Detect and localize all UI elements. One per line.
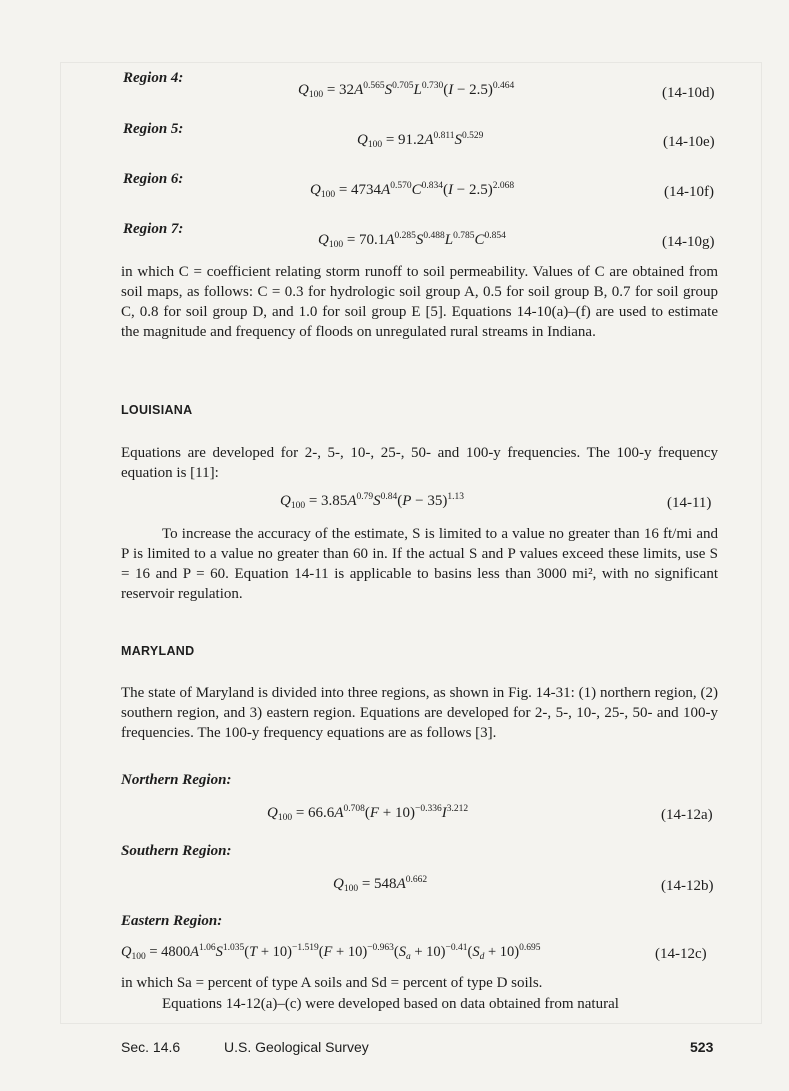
equation-14-10e: $Q_{100} = 91.2A^{0.811}S^{0.529}$: [357, 131, 484, 150]
indiana-paragraph: in which C = coefficient relating storm runoff to soil permeability. Values of C are obtained from soil maps, as follows: C = 0.3 for hydrologic soil group A, 0.5 for soil group B, 0.7 for soil group C, 0.8 for soil group D, and 1.0 for soil group E [5]. Equations 14-10(a)–(f) are used to estimate the magnitude and frequency of floods on unregulated rural streams in Indiana.: [121, 264, 718, 340]
eq-number-14-10g: (14-10g): [662, 234, 715, 250]
soil-definition-line: in which Sa = percent of type A soils and Sd = percent of type D soils.: [121, 975, 543, 991]
equation-14-10g: $Q_{100} = 70.1A^{0.285}S^{0.488}L^{0.785}C^{0.854}$: [318, 231, 506, 250]
maryland-intro: The state of Maryland is divided into three regions, as shown in Fig. 14-31: (1) northern region, (2) southern region, and 3) eastern region. Equations are developed for 2-, 5-, 10-, 25-, 50- and 100-y frequencies. The 100-y frequency equations are as follows [3].: [121, 685, 718, 741]
eq-number-14-12c: (14-12c): [655, 946, 707, 962]
equation-14-10f: $Q_{100} = 4734A^{0.570}C^{0.834}(I - 2.5)^{2.068}$: [310, 181, 515, 200]
region-7-label: Region 7:: [123, 221, 184, 237]
eastern-region-label: Eastern Region:: [121, 913, 223, 929]
louisiana-heading: LOUISIANA: [121, 403, 193, 417]
equation-14-12b: $Q_{100} = 548A^{0.662}$: [333, 875, 428, 894]
eq-number-14-11: (14-11): [667, 495, 712, 511]
maryland-heading: MARYLAND: [121, 644, 195, 658]
southern-region-label: Southern Region:: [121, 843, 232, 859]
region-4-label: Region 4:: [123, 70, 184, 86]
eq-number-14-12b: (14-12b): [661, 878, 714, 894]
eq-number-14-10f: (14-10f): [664, 184, 714, 200]
last-line: Equations 14-12(a)–(c) were developed based on data obtained from natural: [162, 996, 619, 1012]
region-5-label: Region 5:: [123, 121, 184, 137]
equation-14-12c: $Q_{100} = 4800A^{1.06}S^{1.035}(T + 10)^{-1.519}(F + 10)^{-0.963}(S_a + 10)^{-0.41}(S_d + 10)^{0.695}$: [121, 943, 541, 962]
eq-number-14-10e: (14-10e): [663, 134, 715, 150]
region-6-label: Region 6:: [123, 171, 184, 187]
louisiana-intro: Equations are developed for 2-, 5-, 10-, 25-, 50- and 100-y frequencies. The 100-y frequency equation is [11]:: [121, 445, 718, 481]
equation-14-11: $Q_{100} = 3.85A^{0.79}S^{0.84}(P - 35)^{1.13}$: [280, 492, 464, 511]
eq-number-14-10d: (14-10d): [662, 85, 715, 101]
page-number: 523: [690, 1039, 714, 1055]
northern-region-label: Northern Region:: [121, 772, 232, 788]
equation-14-12a: $Q_{100} = 66.6A^{0.708}(F + 10)^{-0.336}I^{3.212}$: [267, 804, 469, 823]
footer-section: Sec. 14.6: [121, 1039, 181, 1055]
footer-title: U.S. Geological Survey: [224, 1039, 369, 1055]
equation-14-10d: $Q_{100} = 32A^{0.565}S^{0.705}L^{0.730}(I - 2.5)^{0.464}$: [298, 81, 515, 100]
louisiana-paragraph: To increase the accuracy of the estimate, S is limited to a value no greater than 16 ft/mi and P is limited to a value no greater than 60 in. If the actual S and P values exceed these limits, use S = 16 and P = 60. Equation 14-11 is applicable to basins less than 3000 mi², with no significant reservoir regulation.: [121, 526, 718, 602]
eq-number-14-12a: (14-12a): [661, 807, 713, 823]
